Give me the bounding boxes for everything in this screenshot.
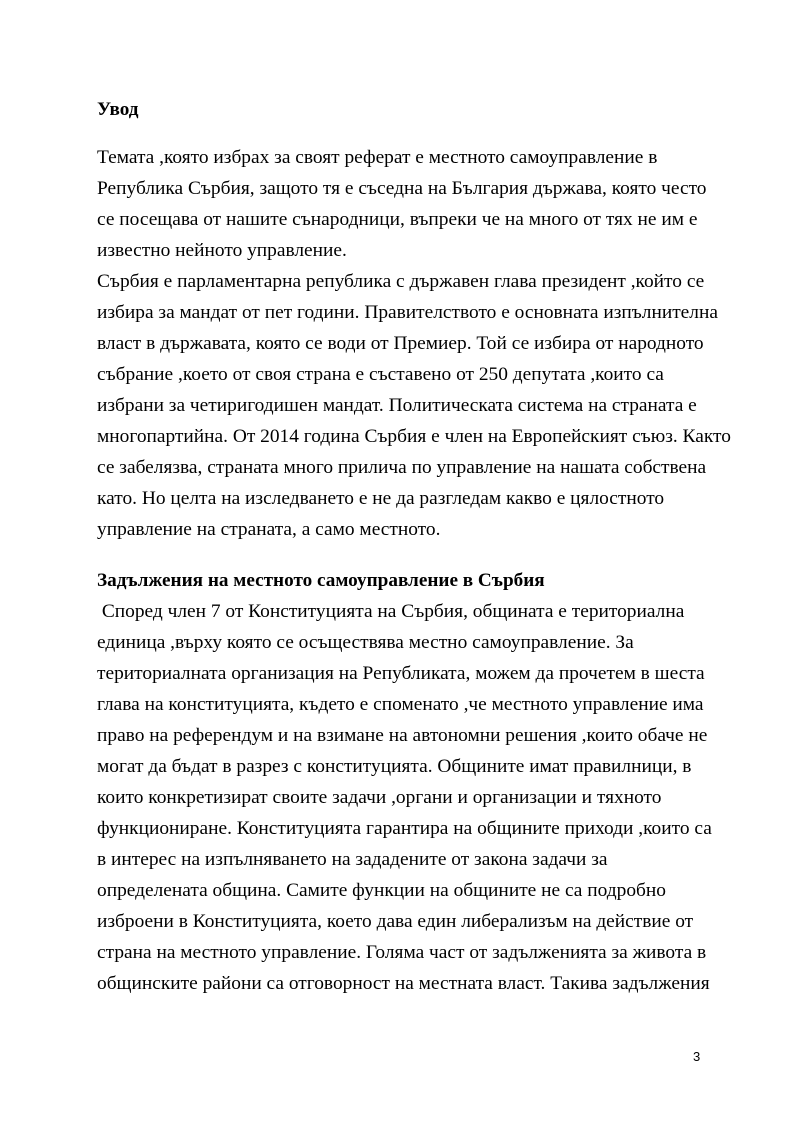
intro-line: се забелязва, страната много прилича по управление на нашата собствена (97, 457, 707, 478)
page-number: 3 (693, 1049, 701, 1064)
intro-heading: Увод (97, 99, 139, 120)
duties-line: изброени в Конституцията, което дава един либерализъм на действие от (97, 911, 694, 932)
intro-line: като. Но целта на изследването е не да разгледам какво е цялостното (97, 488, 665, 509)
duties-heading: Задължения на местното самоуправление в Сърбия (97, 570, 545, 591)
intro-line: Република Сърбия, защото тя е съседна на България държава, която често (97, 178, 707, 199)
duties-line: определената община. Самите функции на общините не са подробно (97, 880, 666, 901)
intro-line: избира за мандат от пет години. Правителството е основната изпълнителна (97, 302, 718, 323)
duties-line: териториалната организация на Републиката, можем да прочетем в шеста (97, 663, 705, 684)
duties-line: право на референдум и на взимане на автономни решения ,които обаче не (97, 725, 708, 746)
intro-line: управление на страната, а само местното. (97, 519, 441, 540)
intro-line: избрани за четиригодишен мандат. Политическата система на страната е (97, 395, 697, 416)
duties-line: функциониране. Конституцията гарантира на общините приходи ,които са (97, 818, 712, 839)
duties-line: Според член 7 от Конституцията на Сърбия, общината е териториална (97, 601, 685, 622)
intro-line: многопартийна. От 2014 година Сърбия е член на Европейският съюз. Както (97, 426, 731, 447)
intro-line: Темата ,която избрах за своят реферат е местното самоуправление в (97, 147, 658, 168)
duties-line: глава на конституцията, където е споменато ,че местното управление има (97, 694, 704, 715)
intro-line: се посещава от нашите сънародници, въпреки че на много от тях не им е (97, 209, 698, 230)
intro-line: известно нейното управление. (97, 240, 347, 261)
duties-line: които конкретизират своите задачи ,органи и организации и тяхното (97, 787, 662, 808)
intro-line: Сърбия е парламентарна република с държавен глава президент ,който се (97, 271, 705, 292)
duties-line: в интерес на изпълняването на зададените от закона задачи за (97, 849, 608, 870)
intro-line: събрание ,което от своя страна е съставено от 250 депутата ,които са (97, 364, 664, 385)
duties-line: общинските райони са отговорност на местната власт. Такива задължения (97, 973, 710, 994)
duties-line: единица ,върху която се осъществява местно самоуправление. За (97, 632, 634, 653)
duties-line: страна на местното управление. Голяма част от задълженията за живота в (97, 942, 707, 963)
intro-line: власт в държавата, която се води от Премиер. Той се избира от народното (97, 333, 704, 354)
duties-line: могат да бъдат в разрез с конституцията. Общините имат правилници, в (97, 756, 692, 777)
